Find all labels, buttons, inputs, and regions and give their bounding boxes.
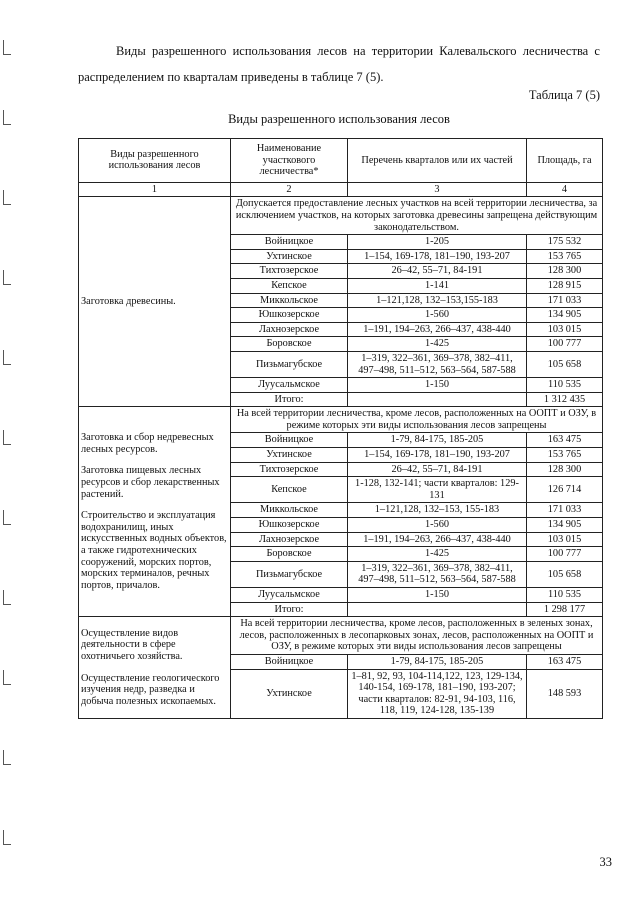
use-type-text: Осуществление геологического изучения недр, разведка и добыча полезных ископаемых. [81,672,220,707]
forestry-name: Луусальмское [231,588,348,603]
area-value: 100 777 [527,337,603,352]
use-types-cell [79,197,231,407]
header-row [79,139,603,183]
use-types-cell [79,617,231,719]
table-row [79,197,603,235]
area-value: 171 033 [527,293,603,308]
table-row [79,407,603,433]
use-type-text: Заготовка и сбор недревесных лесных ресурсов. [81,432,214,455]
column-number: 3 [348,182,527,197]
quarters-list: 1-150 [348,588,527,603]
forestry-name: Тихтозерское [231,462,348,477]
quarters-list: 1–121,128, 132–153, 155-183 [348,503,527,518]
forestry-name: Миккольское [231,293,348,308]
forestry-name: Боровское [231,337,348,352]
area-value: 134 905 [527,308,603,323]
quarters-list: 1-79, 84-175, 185-205 [348,654,527,669]
use-type-text: Осуществление видов деятельности в сфере охотничьего хозяйства. [81,627,183,662]
total-empty-cell [348,392,527,407]
forestry-name: Лахнозерское [231,532,348,547]
group-note: На всей территории лесничества, кроме лесов, расположенных на ООПТ и ОЗУ, в режиме которых эти виды использования лесов запрещены [231,407,603,433]
quarters-list: 1-141 [348,278,527,293]
area-value: 128 300 [527,462,603,477]
area-value: 163 475 [527,654,603,669]
forestry-name: Кепское [231,278,348,293]
group-note: На всей территории лесничества, кроме лесов, расположенных в зеленых зонах, лесов, расположенных в лесопарковых зонах, лесов, расположенных на ООПТ и ОЗУ, в режиме которых эти виды использования лесов запрещены [231,617,603,655]
forestry-name: Юшкозерское [231,518,348,533]
use-types-cell [79,407,231,617]
quarters-list: 1-560 [348,518,527,533]
quarters-list: 1-205 [348,235,527,250]
forestry-name: Боровское [231,547,348,562]
forestry-name: Тихтозерское [231,264,348,279]
forestry-name: Войницкое [231,235,348,250]
area-value: 105 658 [527,351,603,377]
use-type-text: Заготовка пищевых лесных ресурсов и сбор лекарственных растений. [81,465,220,500]
area-value: 163 475 [527,433,603,448]
quarters-list: 26–42, 55–71, 84-191 [348,462,527,477]
area-value: 153 765 [527,249,603,264]
forestry-name: Ухтинское [231,448,348,463]
area-value: 128 915 [527,278,603,293]
area-value: 128 300 [527,264,603,279]
quarters-list: 1–154, 169-178, 181–190, 193-207 [348,448,527,463]
total-value: 1 312 435 [527,392,603,407]
quarters-list: 1–319, 322–361, 369–378, 382–411, 497–498, 511–512, 563–564, 587-588 [348,561,527,587]
area-value: 148 593 [527,669,603,718]
column-number-row [79,182,603,197]
quarters-list: 1–319, 322–361, 369–378, 382–411, 497–498, 511–512, 563–564, 587-588 [348,351,527,377]
forestry-name: Ухтинское [231,249,348,264]
table-title: Виды разрешенного использования лесов [228,112,450,126]
column-number: 2 [231,182,348,197]
table-row [79,617,603,655]
area-value: 126 714 [527,477,603,503]
area-value: 171 033 [527,503,603,518]
quarters-list: 1-425 [348,547,527,562]
header-area: Площадь, га [527,139,603,183]
area-value: 103 015 [527,322,603,337]
forest-use-table [78,138,603,719]
area-value: 110 535 [527,378,603,393]
quarters-list: 26–42, 55–71, 84-191 [348,264,527,279]
binding-margin-marks [0,0,14,905]
quarters-list: 1-560 [348,308,527,323]
forestry-name: Ухтинское [231,669,348,718]
forestry-name: Войницкое [231,433,348,448]
quarters-list: 1-150 [348,378,527,393]
forestry-name: Войницкое [231,654,348,669]
total-label: Итого: [231,392,348,407]
area-value: 105 658 [527,561,603,587]
forestry-name: Кепское [231,477,348,503]
forestry-name: Пизьмагубское [231,351,348,377]
forestry-name: Лахнозерское [231,322,348,337]
total-label: Итого: [231,602,348,617]
quarters-list: 1–154, 169-178, 181–190, 193-207 [348,249,527,264]
header-forestry-name: Наименование участкового лесничества* [231,139,348,183]
quarters-list: 1-425 [348,337,527,352]
area-value: 153 765 [527,448,603,463]
quarters-list: 1-79, 84-175, 185-205 [348,433,527,448]
quarters-list: 1–81, 92, 93, 104-114,122, 123, 129-134, 140-154, 169-178, 181–190, 193-207; части кварталов: 82-91, 94-103, 116, 118, 119, 124-128, 135-139 [348,669,527,718]
area-value: 100 777 [527,547,603,562]
forestry-name: Луусальмское [231,378,348,393]
page-number: 33 [599,855,612,869]
area-value: 175 532 [527,235,603,250]
quarters-list: 1–121,128, 132–153,155-183 [348,293,527,308]
intro-paragraph [78,38,600,90]
forestry-name: Юшкозерское [231,308,348,323]
quarters-list: 1-128, 132-141; части кварталов: 129-131 [348,477,527,503]
header-quarters: Перечень кварталов или их частей [348,139,527,183]
area-value: 134 905 [527,518,603,533]
quarters-list: 1–191, 194–263, 266–437, 438-440 [348,322,527,337]
area-value: 103 015 [527,532,603,547]
use-type-text: Строительство и эксплуатация водохранилищ, иных искусственных водных объектов, а также гидротехнических сооружений, морских портов, морских терминалов, речных портов, причалов. [81,510,227,591]
intro-text: Виды разрешенного использования лесов на территории Калевальского лесничества с распределением по кварталам приведены в таблице 7 (5). [78,44,600,84]
table-number: Таблица 7 (5) [528,88,600,102]
quarters-list: 1–191, 194–263, 266–437, 438-440 [348,532,527,547]
use-type-text: Заготовка древесины. [81,296,176,308]
forestry-name: Пизьмагубское [231,561,348,587]
group-note: Допускается предоставление лесных участков на всей территории лесничества, за исключением участков, на которых заготовка древесины запрещена действующим законодательством. [231,197,603,235]
column-number: 1 [79,182,231,197]
forestry-name: Миккольское [231,503,348,518]
total-empty-cell [348,602,527,617]
total-value: 1 298 177 [527,602,603,617]
column-number: 4 [527,182,603,197]
header-use-types: Виды разрешенного использования лесов [79,139,231,183]
area-value: 110 535 [527,588,603,603]
